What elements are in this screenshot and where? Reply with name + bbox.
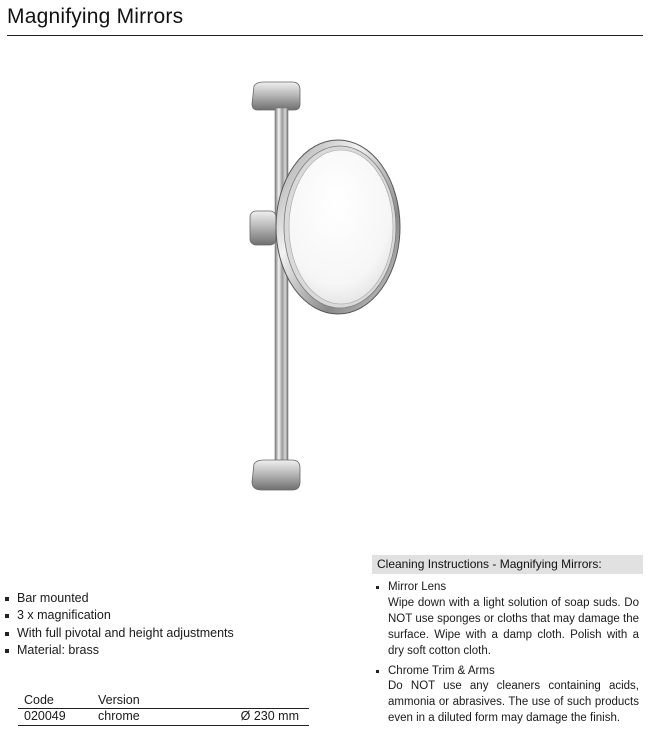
spec-code: 020049 <box>24 709 66 723</box>
cleaning-header: Cleaning Instructions - Magnifying Mirrors: <box>372 555 643 574</box>
list-item <box>375 580 639 660</box>
title-divider <box>7 35 643 36</box>
cleaning-list <box>375 580 639 731</box>
feature-item: Material: brass <box>5 642 234 659</box>
spec-header-version: Version <box>98 693 140 707</box>
feature-list <box>5 590 234 659</box>
product-image <box>240 78 410 498</box>
spec-header-row <box>18 693 309 709</box>
cleaning-item-title: Chrome Trim & Arms <box>375 664 639 680</box>
feature-item: Bar mounted <box>5 590 234 607</box>
feature-item: 3 x magnification <box>5 607 234 624</box>
spec-table <box>18 693 309 726</box>
table-row <box>18 709 309 726</box>
cleaning-item-title: Mirror Lens <box>375 580 639 596</box>
spec-header-code: Code <box>24 693 54 707</box>
feature-item: With full pivotal and height adjustments <box>5 625 234 642</box>
spec-size: Ø 230 mm <box>240 709 299 723</box>
spec-version: chrome <box>98 709 140 723</box>
list-item <box>375 664 639 728</box>
page-title: Magnifying Mirrors <box>7 5 184 28</box>
cleaning-item-text: Do NOT use any cleaners containing acids, ammonia or abrasives. The use of such products even in a diluted form may damage the finish. <box>388 680 639 725</box>
cleaning-item-text: Wipe down with a light solution of soap suds. Do NOT use sponges or cloths that may damage the surface. Wipe with a damp cloth. Polish with a dry soft cotton cloth. <box>388 596 639 657</box>
